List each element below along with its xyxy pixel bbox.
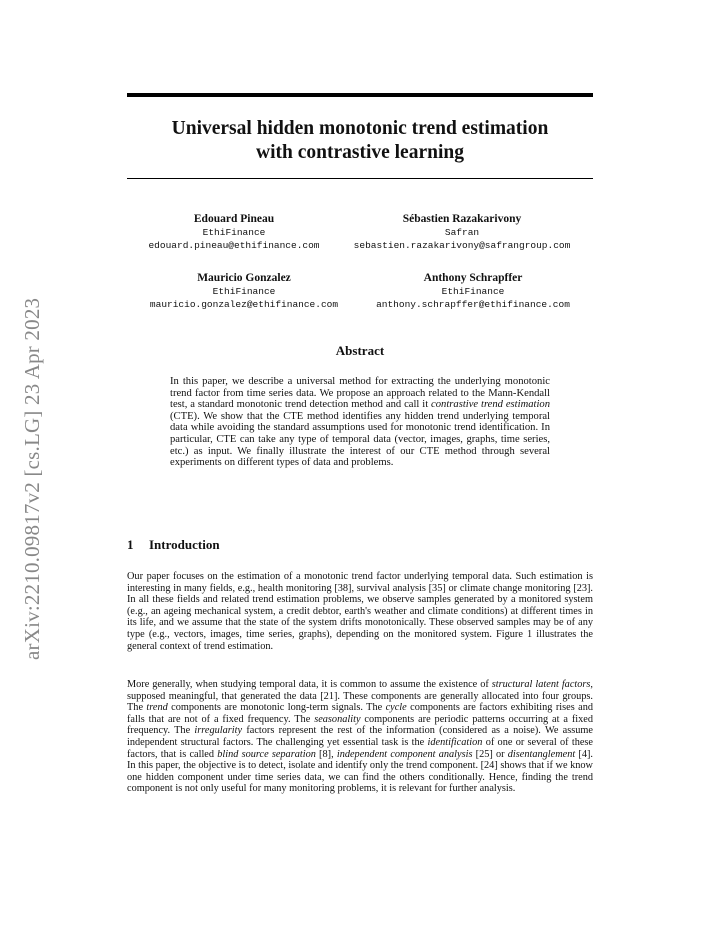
author-affiliation: Safran <box>444 227 480 238</box>
abstract-heading: Abstract <box>335 343 385 358</box>
emphasis: disentanglement <box>507 748 576 760</box>
author-email: mauricio.gonzalez@ethifinance.com <box>149 299 339 310</box>
author-email: anthony.schrapffer@ethifinance.com <box>376 299 570 310</box>
author-name: Sébastien Razakarivony <box>402 213 522 225</box>
text-run: , supposed meaningful, that generated the data [21]. These components are generally allocated into four groups. The <box>127 679 593 714</box>
text-run: [4]. In this paper, the objective is to detect, isolate and identify only the trend component. [24] shows that if we know one hidden component under time series data, we can find the others conditionally. Hence, finding the trend component is not only useful for many monitoring problems, it is relevant for further analysis. <box>127 748 593 795</box>
author-block-1 <box>104 212 364 252</box>
author-block-4 <box>343 271 603 311</box>
emphasis: identification <box>427 736 483 748</box>
abstract-text-part: (CTE). We show that the CTE method identifies any hidden trend underlying temporal data while avoiding the standard assumptions used for monotonic trend identification. In particular, CTE can take any type of temporal data (vector, images, graphs, time series, etc.) as input. We finally illustrate the interest of our CTE method through several experiments on different types of data and problems. <box>170 410 550 469</box>
text-run: components are monotonic long-term signals. The <box>167 702 386 714</box>
author-affiliation: EthiFinance <box>202 227 266 238</box>
section-title: Introduction <box>149 537 220 552</box>
intro-paragraph-1 <box>127 571 593 652</box>
paragraph-text: Our paper focuses on the estimation of a monotonic trend factor underlying temporal data. Such estimation is interesting in many fields, e.g., health monitoring [38], survival analysis [35] or climate change monitoring [23]. In all these fields and related trend estimation problems, we observe samples generated by a monitored system (e.g., an ageing mechanical system, a credit debtor, earth's weather and climate conditions) at different times in its life, and we assume that the state of the system drifts monotonically. These observed samples may be of any type (e.g., vectors, images, time series, graphs), depending on the monitored system. Figure 1 illustrates the general context of trend estimation. <box>127 571 593 652</box>
author-block-3 <box>114 271 374 311</box>
emphasis: trend <box>146 702 168 714</box>
intro-paragraph-2 <box>127 679 593 795</box>
emphasis: seasonality <box>314 713 361 725</box>
abstract-text <box>170 376 550 469</box>
emphasis: irregularity <box>194 725 243 737</box>
text-run: [25] or <box>472 748 508 760</box>
title-bottom-rule <box>127 178 593 179</box>
abstract-emphasis: contrastive trend estimation <box>431 399 550 411</box>
abstract-text-part: In this paper, we describe a universal method for extracting the underlying monotonic trend factor from time series data. We propose an approach related to the Mann-Kendall test, a standard monotonic trend detection method and call it <box>170 376 550 411</box>
emphasis: blind source separation <box>217 748 316 760</box>
arxiv-stamp: arXiv:2210.09817v2 [cs.LG] 23 Apr 2023 <box>20 297 44 660</box>
title-top-rule <box>127 93 593 97</box>
emphasis: independent component analysis <box>336 748 473 760</box>
paper-title <box>127 117 593 165</box>
text-run: [8], <box>315 748 337 760</box>
author-name: Anthony Schrapffer <box>423 272 523 284</box>
author-affiliation: EthiFinance <box>441 286 505 297</box>
author-name: Edouard Pineau <box>193 213 275 225</box>
author-email: edouard.pineau@ethifinance.com <box>148 240 320 251</box>
author-name: Mauricio Gonzalez <box>197 272 291 284</box>
text-run: of one or several of these factors, that is called <box>127 736 593 760</box>
emphasis: cycle <box>385 702 407 714</box>
text-run: components are factors exhibiting rises and falls that are not of a fixed frequency. The <box>127 702 593 725</box>
author-block-2 <box>331 212 593 252</box>
author-affiliation: EthiFinance <box>212 286 276 297</box>
title-line-1: Universal hidden monotonic trend estimation <box>171 118 549 139</box>
section-heading <box>127 537 593 553</box>
section-number: 1 <box>127 537 134 552</box>
author-email: sebastien.razakarivony@safrangroup.com <box>353 240 571 251</box>
paragraph-text <box>127 679 593 795</box>
title-line-2: with contrastive learning <box>256 142 464 163</box>
text-run: factors represent the rest of the information (considered as a noise). We assume independent structural factors. The challenging yet essential task is the <box>127 725 593 748</box>
text-run: components are periodic patterns occurring at a fixed frequency. The <box>127 713 593 737</box>
emphasis: structural latent factors <box>491 679 591 690</box>
text-run: More generally, when studying temporal data, it is common to assume the existence of <box>127 679 492 690</box>
